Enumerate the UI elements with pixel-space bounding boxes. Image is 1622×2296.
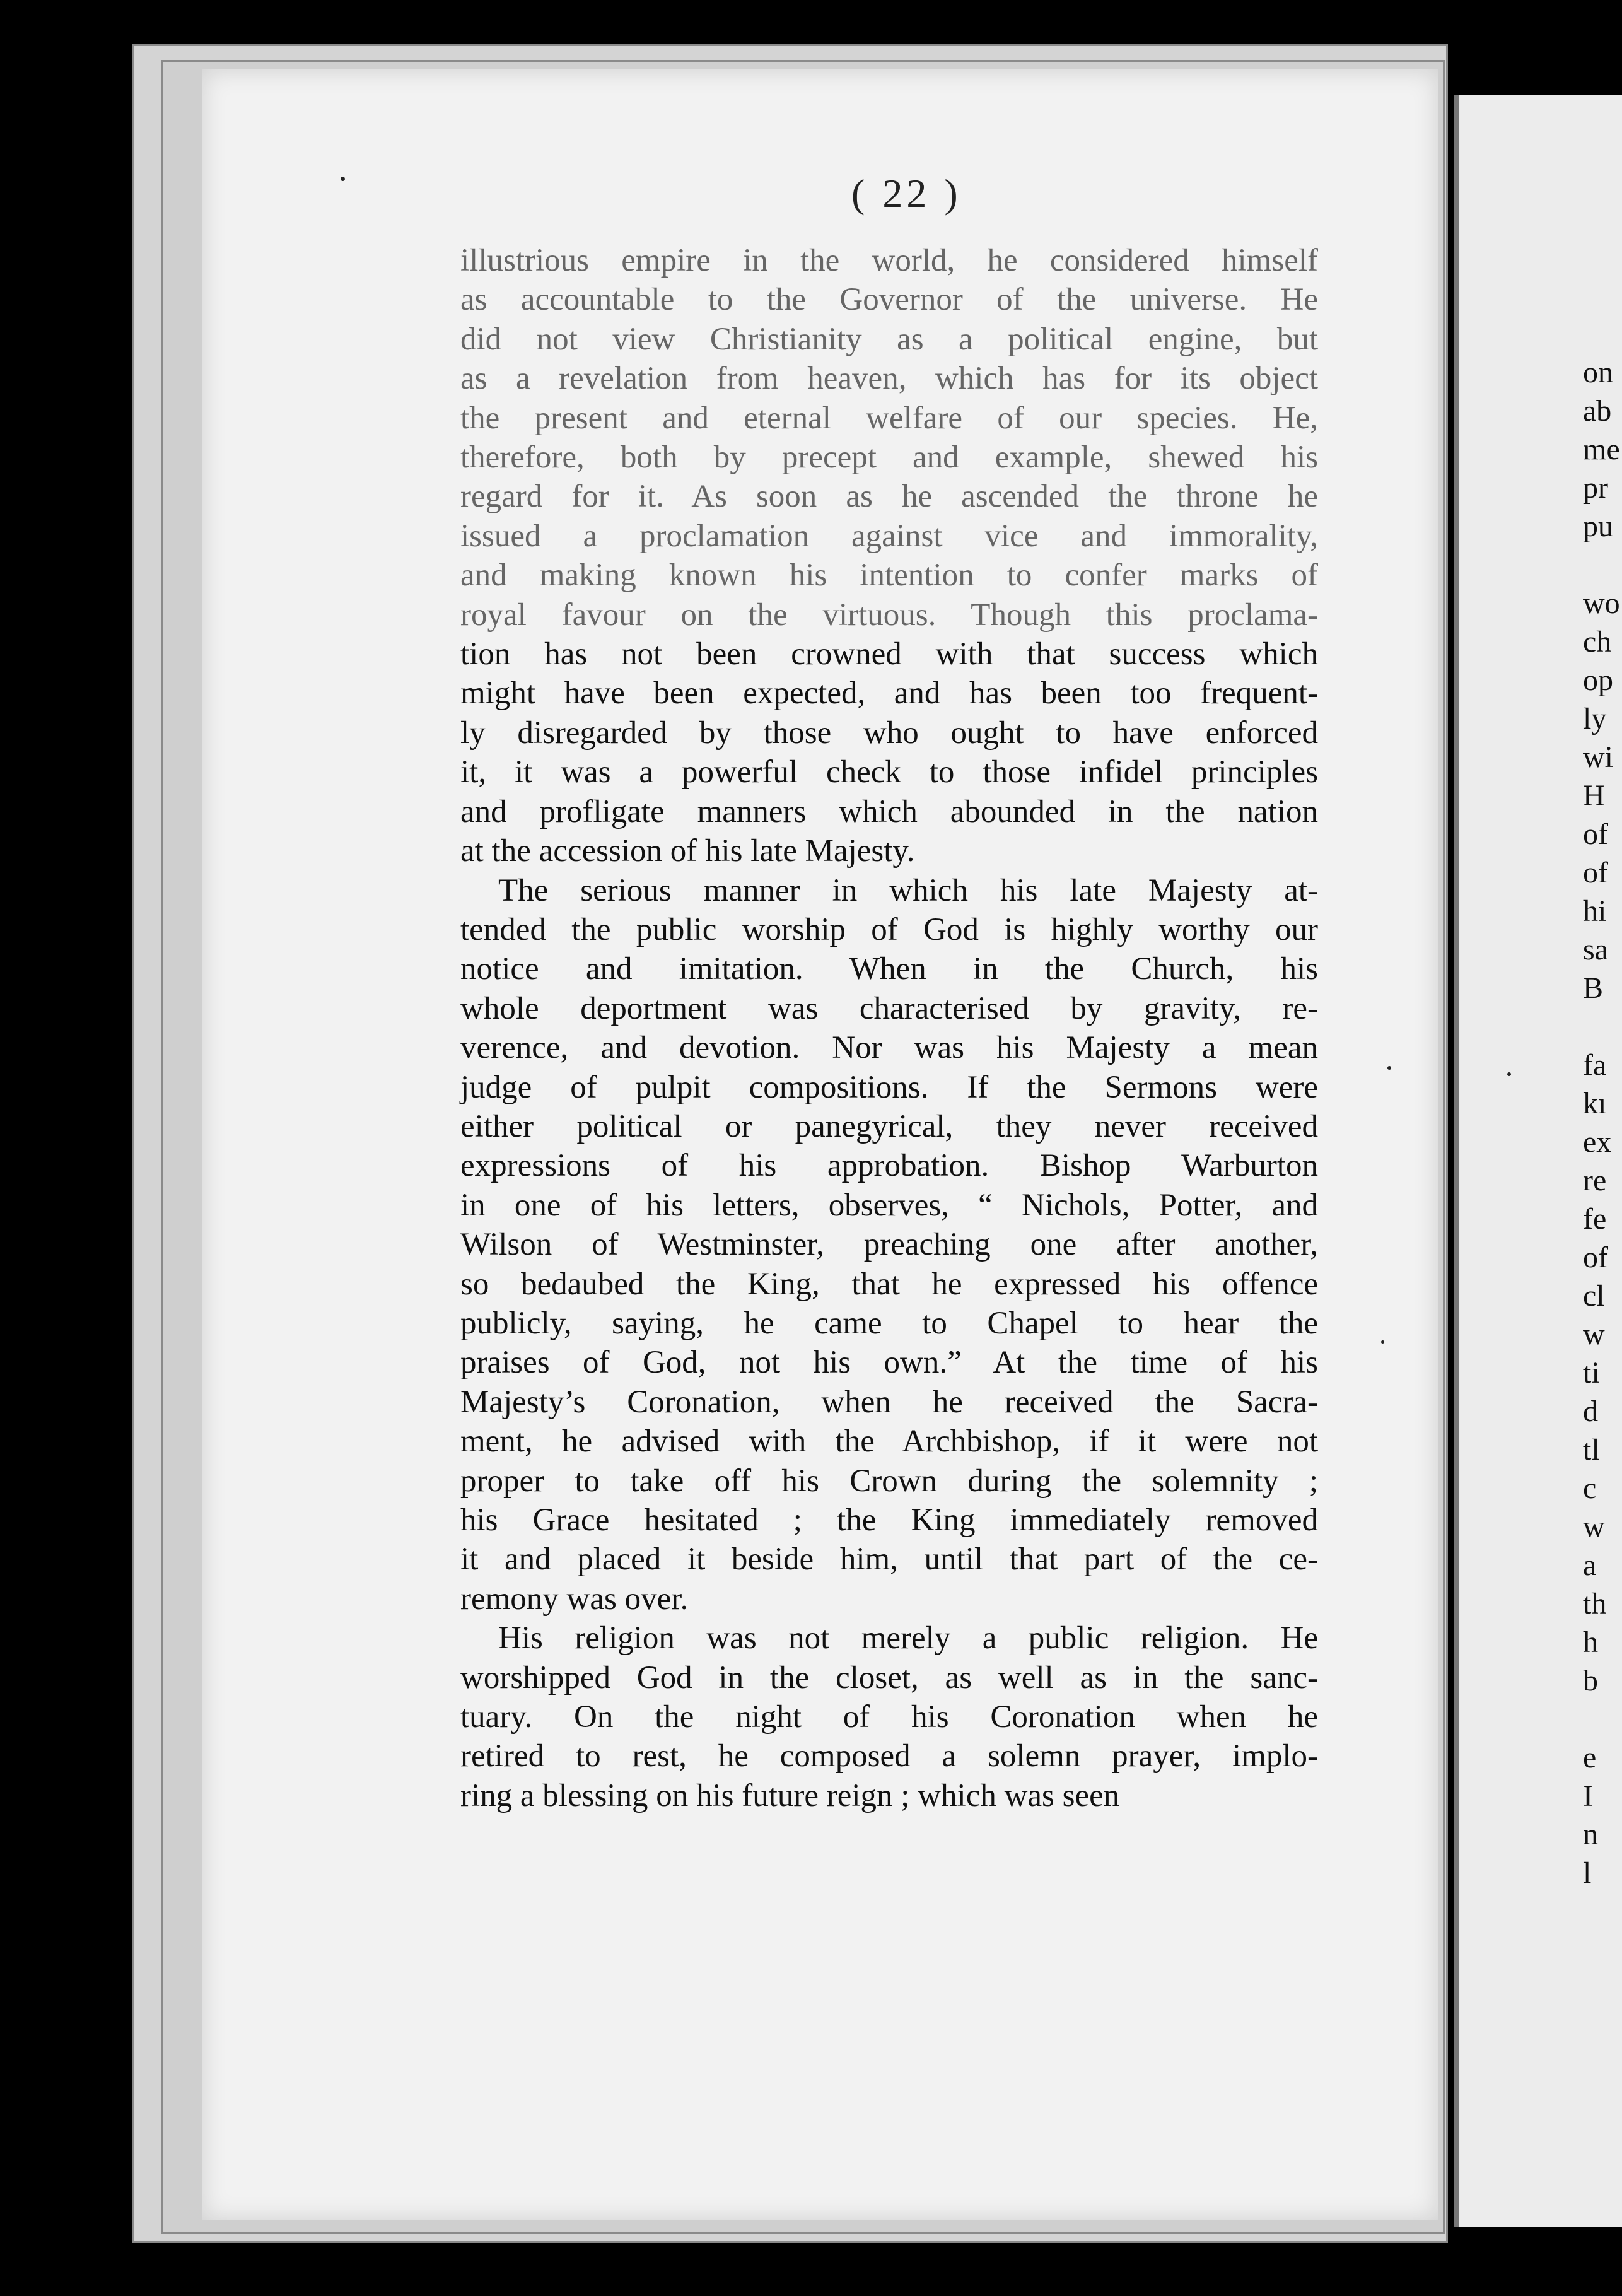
text-line: The serious manner in which his late Majesty at-	[498, 872, 1318, 908]
facing-page-fragment	[1583, 1700, 1622, 1738]
facing-page-fragment: b	[1583, 1664, 1598, 1697]
text-line: as accountable to the Governor of the universe. He	[460, 282, 1318, 318]
facing-page-fragment: of	[1583, 1241, 1608, 1274]
text-line: so bedaubed the King, that he expressed his offence	[460, 1266, 1318, 1302]
facing-page-fragment: cl	[1583, 1279, 1605, 1313]
text-line: ring a blessing on his future reign ; which was seen	[460, 1778, 1120, 1813]
facing-page-fragment: w	[1583, 1318, 1605, 1351]
page-body-text	[460, 241, 1318, 1815]
facing-page-fragment: tl	[1583, 1433, 1600, 1467]
facing-page-fragment: n	[1583, 1818, 1598, 1851]
text-line: praises of God, not his own.” At the time of his	[460, 1345, 1318, 1381]
ink-speck	[1381, 1340, 1384, 1344]
facing-page-fragment: hi	[1583, 894, 1607, 928]
text-line: retired to rest, he composed a solemn prayer, implo-	[460, 1738, 1318, 1774]
text-line: tended the public worship of God is highly worthy our	[460, 911, 1318, 947]
facing-page-fragment: th	[1583, 1587, 1607, 1620]
text-line: royal favour on the virtuous. Though this proclama-	[460, 597, 1318, 633]
facing-page-fragment: c	[1583, 1472, 1597, 1505]
text-line: regard for it. As soon as he ascended the throne he	[460, 479, 1318, 515]
text-line: his Grace hesitated ; the King immediately removed	[460, 1502, 1318, 1538]
facing-page-fragment: h	[1583, 1625, 1598, 1659]
facing-page-fragment: H	[1583, 779, 1605, 812]
ink-speck	[341, 177, 345, 181]
facing-page-fragment: wo	[1583, 587, 1620, 620]
text-line: in one of his letters, observes, “ Nichols, Potter, and	[460, 1187, 1318, 1223]
text-line: and profligate manners which abounded in the nation	[460, 794, 1318, 829]
facing-page-fragment: pr	[1583, 471, 1608, 505]
facing-page-fragment: me	[1583, 433, 1620, 466]
text-line: ly disregarded by those who ought to have enforced	[460, 715, 1318, 751]
facing-page-fragment: e	[1583, 1741, 1597, 1774]
ink-speck	[1507, 1072, 1511, 1076]
text-line: issued a proclamation against vice and immorality,	[460, 518, 1318, 554]
facing-page-fragment: wi	[1583, 741, 1613, 774]
facing-page-fragment: B	[1583, 971, 1604, 1005]
text-line: expressions of his approbation. Bishop Warburton	[460, 1148, 1318, 1184]
facing-page-fragment: I	[1583, 1779, 1593, 1813]
facing-page-fragment: on	[1583, 356, 1613, 389]
text-line: publicly, saying, he came to Chapel to hear the	[460, 1305, 1318, 1341]
facing-page-fragment: w	[1583, 1510, 1605, 1543]
facing-page-fragment: l	[1583, 1856, 1592, 1890]
text-line: judge of pulpit compositions. If the Sermons were	[460, 1069, 1318, 1105]
text-line: it, it was a powerful check to those infidel principles	[460, 754, 1318, 790]
text-line: either political or panegyrical, they never received	[460, 1108, 1318, 1144]
facing-page-fragment: ex	[1583, 1125, 1612, 1159]
text-line: tuary. On the night of his Coronation when he	[460, 1699, 1318, 1735]
text-line: it and placed it beside him, until that part of the ce-	[460, 1542, 1318, 1578]
text-line: remony was over.	[460, 1581, 689, 1617]
facing-page-fragment: fa	[1583, 1048, 1607, 1082]
facing-page-fragment: ly	[1583, 702, 1607, 735]
text-line: at the accession of his late Majesty.	[460, 833, 915, 869]
text-line: might have been expected, and has been too frequent-	[460, 676, 1318, 712]
facing-page-fragment: ch	[1583, 625, 1612, 659]
facing-page-fragment	[1583, 546, 1622, 584]
facing-page-fragment: ab	[1583, 394, 1612, 428]
facing-page-fragment: a	[1583, 1549, 1597, 1582]
facing-page-fragment: of	[1583, 817, 1608, 851]
text-line: worshipped God in the closet, as well as in the sanc-	[460, 1660, 1318, 1696]
text-line: whole deportment was characterised by gravity, re-	[460, 990, 1318, 1026]
text-line: Majesty’s Coronation, when he received the Sacra-	[460, 1384, 1318, 1420]
facing-page-fragment: kı	[1583, 1087, 1607, 1120]
text-line: as a revelation from heaven, which has for its object	[460, 361, 1318, 397]
text-line: proper to take off his Crown during the solemnity ;	[460, 1463, 1318, 1499]
facing-page-fragment	[1583, 1007, 1622, 1046]
facing-page-fragment: d	[1583, 1395, 1598, 1428]
facing-page-fragment: sa	[1583, 933, 1608, 966]
text-line: therefore, both by precept and example, shewed his	[460, 440, 1318, 476]
text-line: ment, he advised with the Archbishop, if it were not	[460, 1424, 1318, 1460]
facing-page-fragment: ti	[1583, 1356, 1600, 1390]
text-line: did not view Christianity as a political engine, but	[460, 321, 1318, 357]
text-line: illustrious empire in the world, he considered himself	[460, 243, 1318, 278]
facing-page-fragment: op	[1583, 664, 1613, 697]
ink-speck	[1387, 1066, 1391, 1070]
text-line: notice and imitation. When in the Church, his	[460, 951, 1318, 987]
facing-page-text-fragments	[1583, 353, 1622, 1892]
text-line: and making known his intention to confer marks of	[460, 558, 1318, 594]
text-line: the present and eternal welfare of our species. He,	[460, 400, 1318, 436]
text-line: verence, and devotion. Nor was his Majesty a mean	[460, 1030, 1318, 1066]
facing-page-fragment: of	[1583, 856, 1608, 889]
facing-page-fragment: fe	[1583, 1202, 1607, 1236]
page-number: ( 22 )	[851, 171, 962, 216]
text-line: tion has not been crowned with that success which	[460, 636, 1318, 672]
facing-page-fragment: re	[1583, 1164, 1607, 1197]
text-line: Wilson of Westminster, preaching one after another,	[460, 1227, 1318, 1263]
facing-page-fragment: pu	[1583, 510, 1613, 543]
text-line: His religion was not merely a public religion. He	[498, 1620, 1318, 1656]
